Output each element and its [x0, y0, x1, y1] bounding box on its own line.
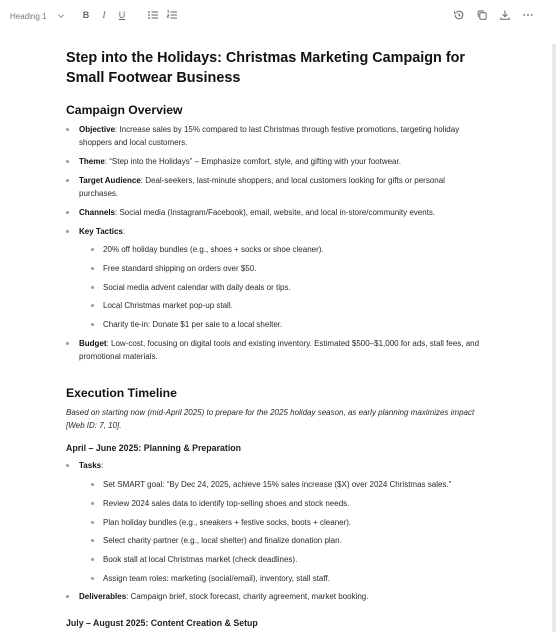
list-item-label: Objective: [79, 125, 116, 134]
list-item-text: : Low-cost, focusing on digital tools and existing inventory. Estimated $500–$1,000 for ads, stall fees, and promotional materials.: [79, 338, 480, 362]
copy-icon: [476, 9, 488, 21]
list-item-label: Channels: [79, 207, 116, 217]
list-item-label: Budget: [79, 338, 107, 348]
list-item: Free standard shipping on orders over $50.: [91, 262, 486, 275]
phase1-list: [66, 459, 486, 603]
list-item: [66, 206, 486, 219]
bulleted-list-button[interactable]: [146, 8, 159, 22]
list-item-text: : “Step into the Holidays” – Emphasize comfort, style, and gifting with your footwear.: [104, 157, 401, 167]
phase-heading-content: July – August 2025: Content Creation & Setup: [66, 617, 258, 628]
list-item: Assign team roles: marketing (social/email), inventory, stall staff.: [91, 572, 486, 585]
chevron-down-icon: [56, 11, 66, 21]
list-item: [66, 590, 486, 603]
list-item: [66, 174, 486, 201]
list-item-label: Theme: [79, 157, 105, 167]
list-item-text: : Campaign brief, stock forecast, charity agreement, market booking.: [126, 592, 369, 602]
history-button[interactable]: [452, 8, 465, 22]
key-tactics-list: [91, 243, 486, 331]
timeline-intro: Based on starting now (mid-April 2025) to prepare for the 2025 holiday season, as early planning maximizes impact [Web ID: 7, 10].: [66, 407, 475, 431]
section-heading-timeline: Execution Timeline: [66, 385, 177, 400]
list-item: Plan holiday bundles (e.g., sneakers + festive socks, boots + cleaner).: [91, 516, 486, 529]
numbered-list-icon: [166, 9, 178, 21]
list-item-text: : Increase sales by 15% compared to last Christmas through festive promotions, targeting holiday shoppers and local customers.: [79, 125, 460, 148]
download-icon: [499, 9, 511, 21]
list-item: [66, 459, 486, 585]
phase-heading-planning: April – June 2025: Planning & Preparation: [66, 443, 242, 454]
list-item-text: : Deal-seekers, last-minute shoppers, and local customers looking for gifts or personal purchases.: [79, 175, 445, 199]
list-item-text: :: [122, 226, 126, 236]
list-item-label: Target Audience: [79, 175, 141, 185]
list-item: Review 2024 sales data to identify top-selling shoes and stock needs.: [91, 497, 486, 510]
download-button[interactable]: [498, 8, 511, 22]
list-item: Local Christmas market pop-up stall.: [91, 299, 486, 312]
list-item-label: Deliverables: [79, 592, 127, 602]
italic-button[interactable]: I: [102, 10, 106, 20]
list-item-text: :: [101, 461, 104, 471]
section-heading-overview: Campaign Overview: [66, 103, 183, 117]
list-item: Select charity partner (e.g., local shelter) and finalize donation plan.: [91, 534, 486, 547]
block-style-select[interactable]: [10, 8, 66, 24]
list-item: Book stall at local Christmas market (check deadlines).: [91, 553, 486, 566]
editor-toolbar: [0, 0, 560, 32]
document-body: [66, 48, 486, 629]
list-item: Set SMART goal: “By Dec 24, 2025, achieve 15% sales increase ($X) over 2024 Christmas sales.”: [91, 478, 486, 491]
list-item: [66, 337, 486, 364]
list-item: [66, 123, 486, 150]
document-title: Step into the Holidays: Christmas Marketing Campaign for Small Footwear Business: [66, 50, 465, 86]
underline-button[interactable]: U: [118, 10, 126, 20]
overview-list: [66, 123, 486, 364]
bold-button[interactable]: B: [82, 10, 90, 20]
more-horizontal-icon: [522, 9, 534, 21]
block-style-value: Heading 1: [10, 11, 47, 21]
list-item-text: : Social media (Instagram/Facebook), email, website, and local in-store/community events.: [115, 207, 436, 217]
bulleted-list-icon: [147, 9, 159, 21]
list-item-label: Key Tactics: [79, 226, 123, 236]
list-item: [66, 225, 486, 332]
more-options-button[interactable]: [521, 8, 534, 22]
phase1-tasks-list: [91, 478, 486, 585]
list-item-label: Tasks: [79, 461, 102, 471]
list-item: [66, 155, 486, 168]
numbered-list-button[interactable]: [165, 8, 178, 22]
copy-button[interactable]: [475, 8, 488, 22]
document-scrollbar[interactable]: [552, 44, 556, 632]
history-icon: [453, 9, 465, 21]
list-item: 20% off holiday bundles (e.g., shoes + socks or shoe cleaner).: [91, 243, 486, 256]
list-item: Charity tie-in: Donate $1 per sale to a local shelter.: [91, 318, 486, 331]
list-item: Social media advent calendar with daily deals or tips.: [91, 281, 486, 294]
